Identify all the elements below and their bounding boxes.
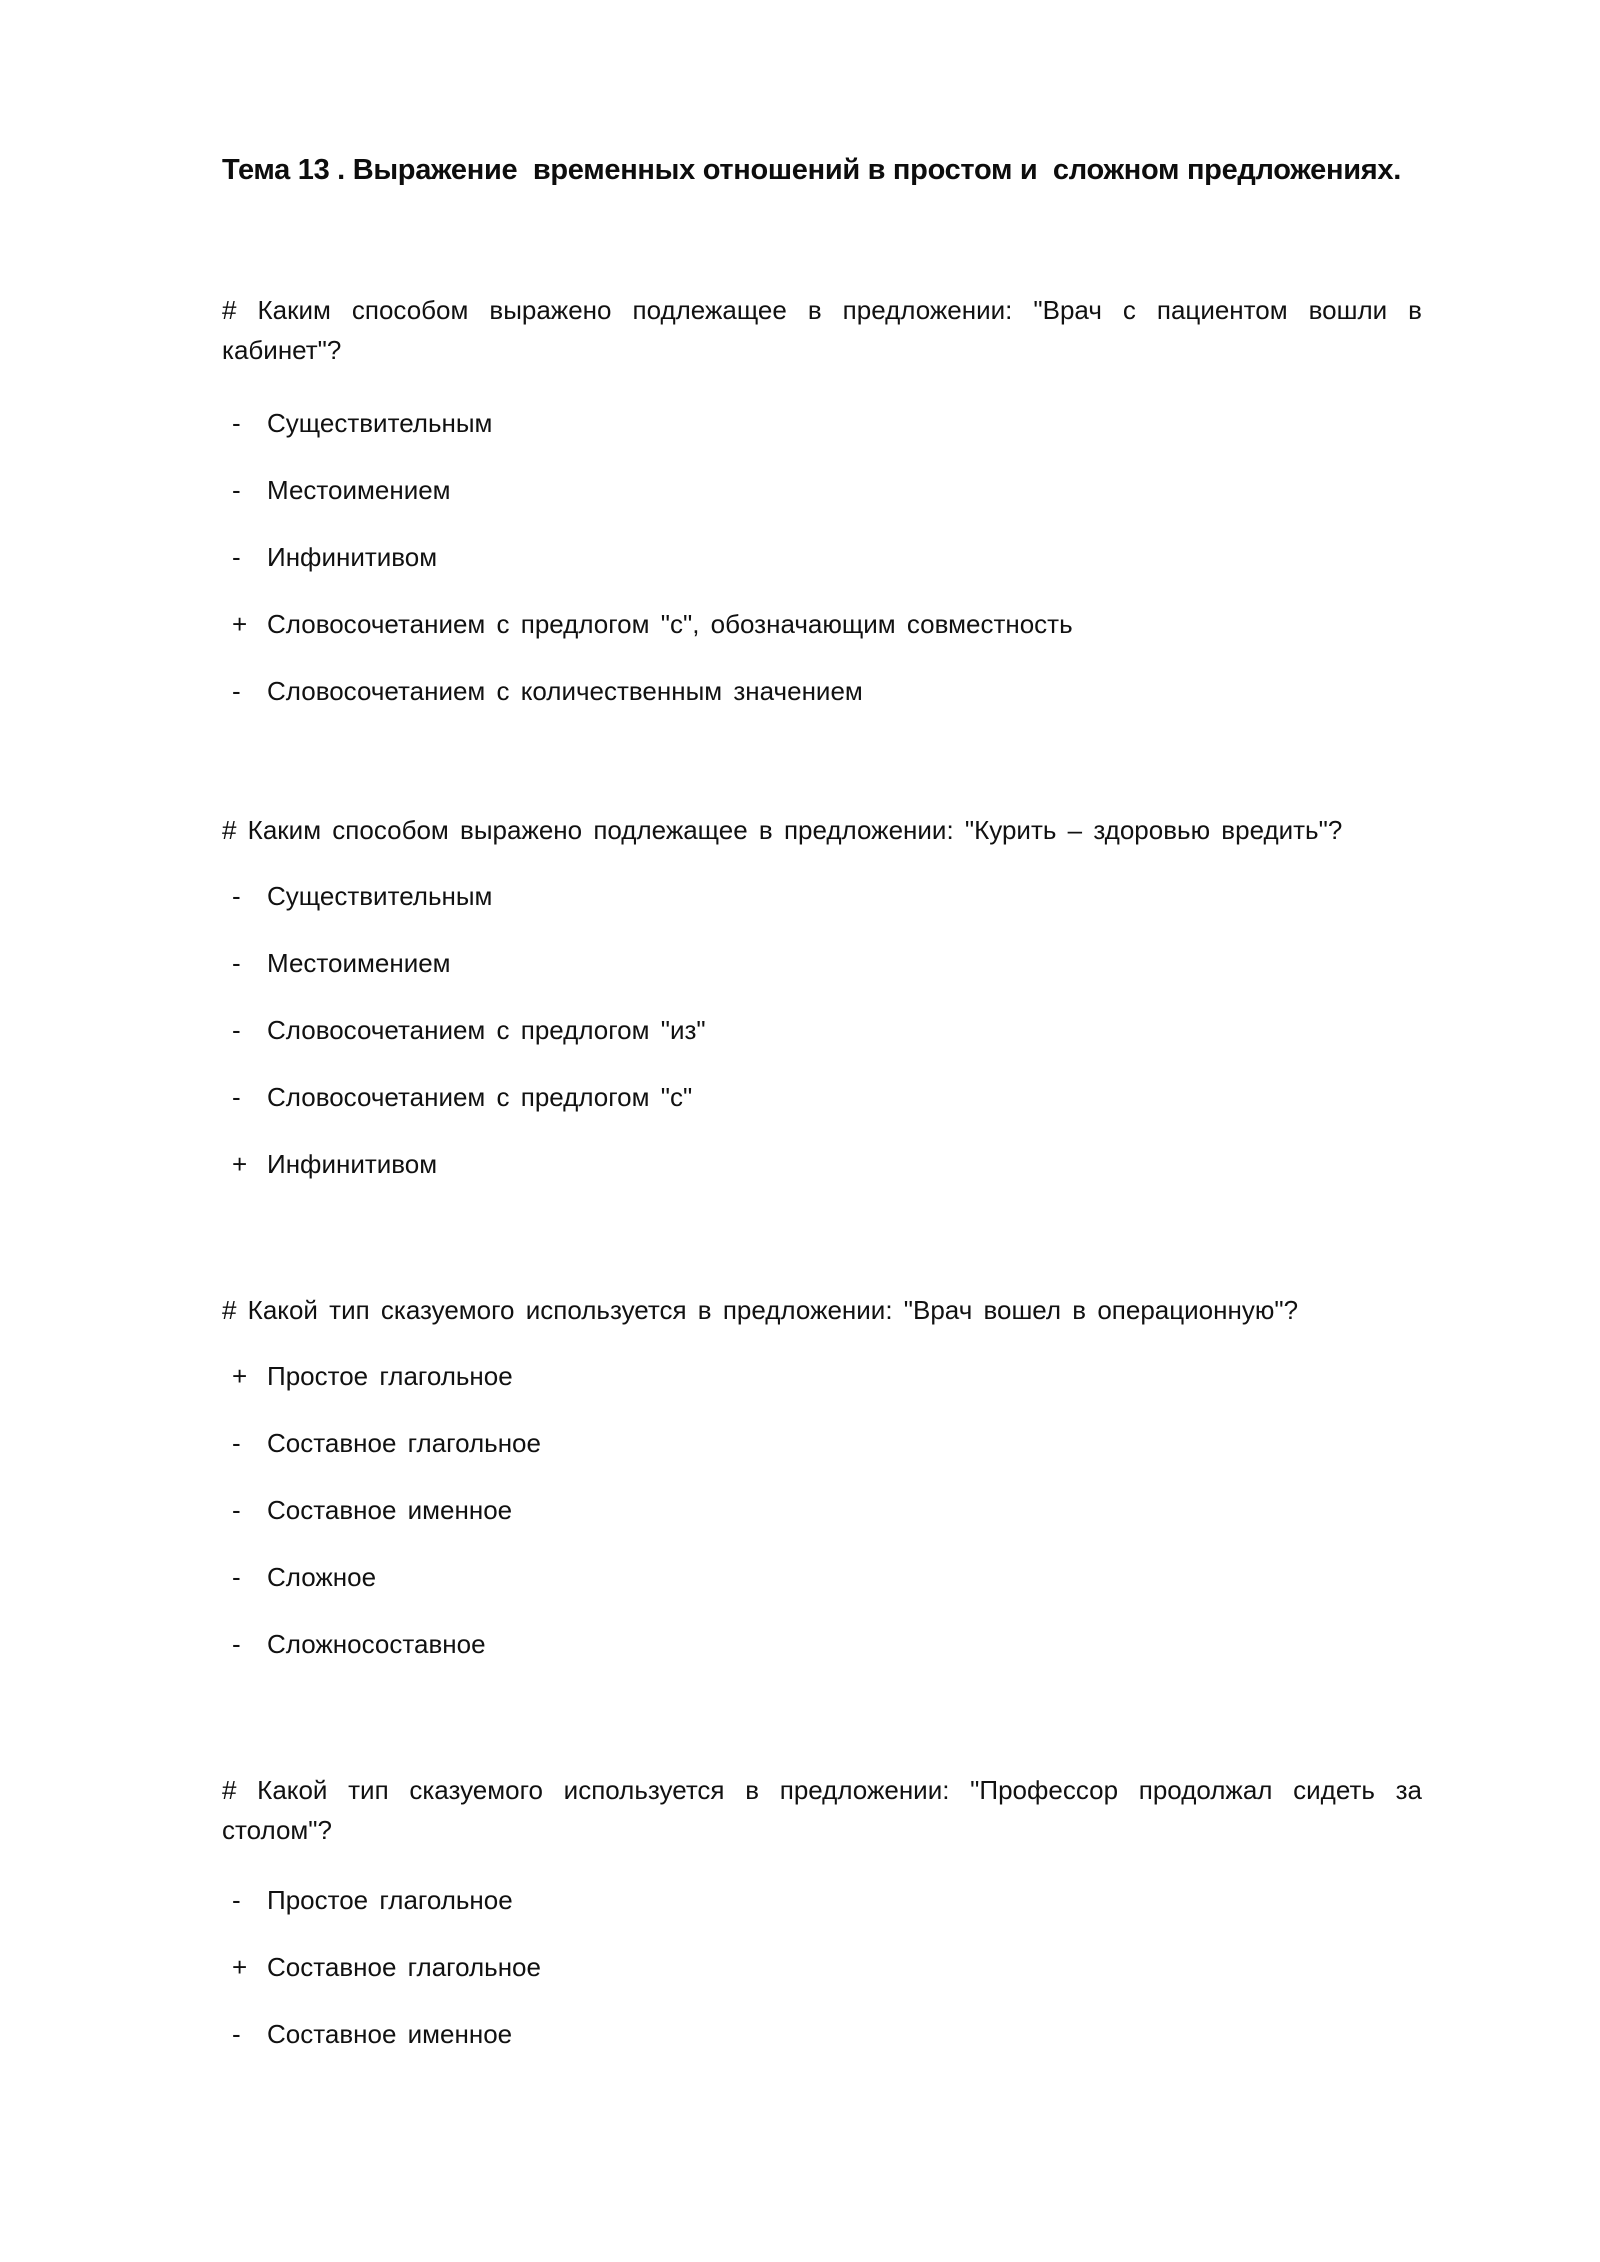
question-1-option-3	[222, 537, 1422, 577]
question-prompt-4: # Какой тип сказуемого используется в предложении: "Профессор продолжал сидеть за столом"?	[222, 1775, 1422, 1845]
option-label: Словосочетанием с предлогом "с", обозначающим совместность	[267, 609, 1073, 639]
question-1-option-5	[222, 671, 1422, 711]
question-3-option-2	[222, 1423, 1422, 1463]
question-2-option-4	[222, 1077, 1422, 1117]
option-sign: -	[232, 475, 241, 505]
option-sign: +	[232, 1149, 248, 1179]
option-label: Существительным	[267, 881, 493, 911]
option-sign: -	[232, 1428, 241, 1458]
option-label: Словосочетанием с предлогом "из"	[267, 1015, 706, 1045]
question-4-option-3	[222, 2014, 1422, 2054]
option-sign: -	[232, 1015, 241, 1045]
option-label: Составное глагольное	[267, 1952, 541, 1982]
option-sign: -	[232, 676, 241, 706]
question-2-option-5	[222, 1144, 1422, 1184]
option-label: Простое глагольное	[267, 1361, 513, 1391]
question-4-option-1	[222, 1880, 1422, 1920]
question-2-option-1	[222, 876, 1422, 916]
option-sign: -	[232, 2019, 241, 2049]
option-label: Местоимением	[267, 475, 451, 505]
question-prompt-1: # Каким способом выражено подлежащее в предложении: "Врач с пациентом вошли в кабинет"?	[222, 295, 1422, 365]
option-label: Инфинитивом	[267, 542, 438, 572]
option-label: Сложносоставное	[267, 1629, 486, 1659]
option-sign: -	[232, 1629, 241, 1659]
page-title: Тема 13 . Выражение временных отношений в простом и сложном предложениях.	[222, 154, 1401, 186]
option-label: Составное именное	[267, 1495, 513, 1525]
option-sign: -	[232, 1562, 241, 1592]
option-sign: +	[232, 1952, 248, 1982]
question-3-option-4	[222, 1557, 1422, 1597]
option-label: Инфинитивом	[267, 1149, 438, 1179]
question-prompt-3: # Какой тип сказуемого используется в предложении: "Врач вошел в операционную"?	[222, 1295, 1299, 1325]
option-sign: +	[232, 1361, 248, 1391]
option-label: Простое глагольное	[267, 1885, 513, 1915]
option-sign: -	[232, 1082, 241, 1112]
question-1-option-1	[222, 403, 1422, 443]
option-label: Существительным	[267, 408, 493, 438]
option-label: Словосочетанием с количественным значением	[267, 676, 863, 706]
option-sign: -	[232, 1495, 241, 1525]
option-label: Словосочетанием с предлогом "с"	[267, 1082, 693, 1112]
option-sign: -	[232, 1885, 241, 1915]
question-prompt-2: # Каким способом выражено подлежащее в предложении: "Курить – здоровью вредить"?	[222, 815, 1343, 845]
option-sign: -	[232, 408, 241, 438]
question-2-option-3	[222, 1010, 1422, 1050]
option-label: Составное глагольное	[267, 1428, 541, 1458]
question-3-option-3	[222, 1490, 1422, 1530]
question-1-option-4	[222, 604, 1422, 644]
option-label: Составное именное	[267, 2019, 513, 2049]
option-sign: -	[232, 542, 241, 572]
option-label: Сложное	[267, 1562, 377, 1592]
option-label: Местоимением	[267, 948, 451, 978]
question-3-option-1	[222, 1356, 1422, 1396]
option-sign: +	[232, 609, 248, 639]
option-sign: -	[232, 948, 241, 978]
question-4-option-2	[222, 1947, 1422, 1987]
question-2-option-2	[222, 943, 1422, 983]
question-3-option-5	[222, 1624, 1422, 1664]
option-sign: -	[232, 881, 241, 911]
question-1-option-2	[222, 470, 1422, 510]
